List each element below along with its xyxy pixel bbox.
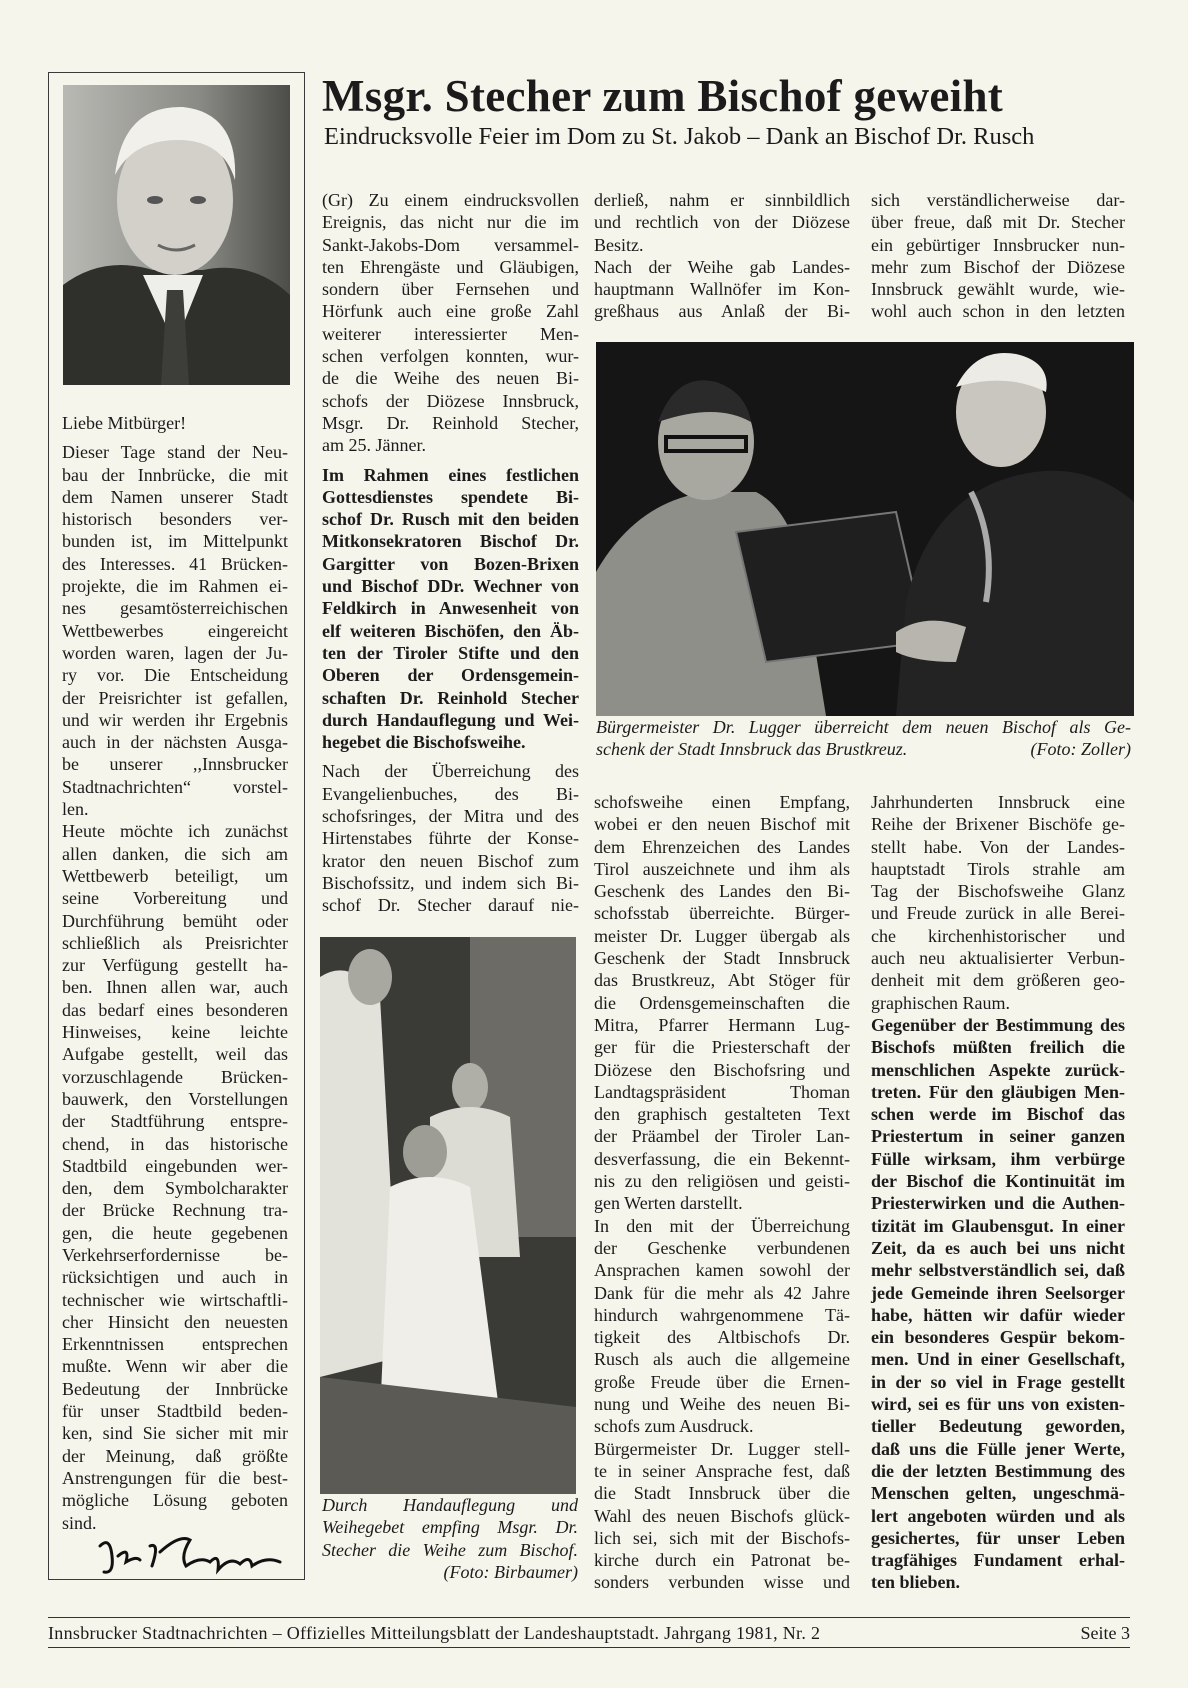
text-line: nes gesamtösterreichischen [62, 598, 288, 619]
text-line: zur Verfügung gestellt ha- [62, 955, 288, 976]
text-line: der Stadtführung entspre- [62, 1111, 288, 1132]
text-line: wohl auch schon in den letzten [871, 301, 1125, 322]
text-line: Mitra, Pfarrer Hermann Lug- [594, 1014, 850, 1035]
text-line: tieller Bedeutung geworden, [871, 1416, 1125, 1437]
text-line: lert angeboten würden und als [871, 1505, 1125, 1526]
text-line: schof Dr. Stecher darauf nie- [322, 895, 579, 916]
headline: Msgr. Stecher zum Bischof geweiht [322, 71, 1004, 121]
text-line: (Gr) Zu einem eindrucksvollen [322, 190, 579, 210]
text-line: des Interesses. 41 Brücken- [62, 553, 288, 574]
text-line: am 25. Jänner. [322, 435, 426, 456]
text-line: wobei er den neuen Bischof mit [594, 814, 850, 835]
text-line: hindurch wahrgenommene Tä- [594, 1304, 850, 1325]
paragraph [322, 189, 579, 457]
text-line: ken, sind Sie sicher mit mir [62, 1423, 288, 1444]
text-line: den graphisch gestalteten Text [594, 1104, 850, 1125]
text-line: ein gebürtiger Innsbrucker nun- [871, 234, 1125, 255]
text-line: daß uns die Fülle jener Werte, [871, 1438, 1125, 1459]
text-line: der Präambel der Tiroler Lan- [594, 1126, 850, 1147]
text-line: Evangelienbuches, des Bi- [322, 783, 579, 804]
text-line: Aufgabe gestellt, weil das [62, 1044, 288, 1065]
text-line: derließ, nahm er sinnbildlich [594, 190, 850, 210]
caption-ordination-photo [322, 1494, 578, 1583]
signature [90, 1526, 290, 1578]
text-line: Ansprachen kamen sowohl der [594, 1260, 850, 1281]
text-line: auch in der nächsten Ausga- [62, 732, 288, 753]
paragraph [62, 412, 288, 434]
text-line: große Freude über die Ernen- [594, 1371, 850, 1392]
paragraph [871, 1014, 1125, 1594]
paragraph [594, 189, 850, 256]
text-line: Reihe der Brixener Bischöfe ge- [871, 814, 1125, 835]
text-line: hegebet die Bischofsweihe. [322, 732, 526, 753]
text-line: nis zu den religiösen und geisti- [594, 1171, 850, 1192]
text-line: bau der Innbrücke, die mit [62, 464, 288, 485]
text-line: allen danken, die sich am [62, 843, 288, 864]
text-line: ger für die Priesterschaft der [594, 1037, 850, 1058]
photo-gift-presentation [596, 342, 1134, 716]
text-line: Geschenk der Stadt Innsbruck [594, 948, 850, 969]
text-line: vorzuschlagende Brücken- [62, 1066, 288, 1087]
caption-line: Durch Handauflegung und [322, 1495, 578, 1515]
text-line: Msgr. Dr. Reinhold Stecher, [322, 412, 579, 433]
text-line: graphischen Raum. [871, 992, 1010, 1013]
text-line: Stadtbild eingebunden wer- [62, 1155, 288, 1176]
text-line: Heute möchte ich zunächst [62, 821, 288, 842]
text-line: gesichertes, für unser Leben [871, 1527, 1125, 1548]
text-line: ten Ehrengäste und Gläubigen, [322, 256, 579, 277]
text-line: die Stadt Innsbruck über die [594, 1483, 850, 1504]
text-line: der Bischof die Kontinuität im [871, 1171, 1125, 1192]
text-line: denheit mit dem größeren geo- [871, 970, 1125, 991]
text-line: historisch besonders ver- [62, 509, 288, 530]
text-line: für unser Stadtbild beden- [62, 1401, 288, 1422]
paragraph [594, 1438, 850, 1594]
paragraph [322, 760, 579, 916]
text-line: schofs zum Ausdruck. [594, 1416, 754, 1437]
text-line: schließlich als Preisrichter [62, 932, 288, 953]
text-line: die der letzten Bestimmung des [871, 1460, 1125, 1481]
text-line: jede Gemeinde ihren Seelsorger [871, 1282, 1125, 1303]
text-line: bauwerk, den Vorstellungen [62, 1088, 288, 1109]
text-line: tragfähiges Fundament erhal- [871, 1550, 1125, 1571]
letter-column [62, 412, 288, 1534]
text-line: Tirol auszeichnete und ihm als [594, 858, 850, 879]
text-line: Ereignis, das nicht nur die im [322, 212, 579, 233]
paragraph [871, 791, 1125, 1014]
text-line: sondern über Fernsehen und [322, 279, 579, 300]
text-line: mögliche Lösung geboten [62, 1490, 288, 1511]
text-line: Im Rahmen eines festlichen [322, 464, 579, 485]
text-line: men. Und in einer Gesellschaft, [871, 1349, 1125, 1370]
text-line: lich sei, sich mit der Bischofs- [594, 1527, 850, 1548]
text-line: In den mit der Überreichung [594, 1215, 850, 1236]
text-line: tigkeit des Altbischofs Dr. [594, 1327, 850, 1348]
text-line: den, dem Symbolcharakter [62, 1178, 288, 1199]
text-line: gen Werten darstellt. [594, 1193, 743, 1214]
text-line: ben. Ihnen allen war, auch [62, 977, 288, 998]
text-line: elf weiteren Bischöfen, den Äb- [322, 620, 579, 641]
footer-publication-info: Innsbrucker Stadtnachrichten – Offizielles Mitteilungsblatt der Landeshauptstadt. Jahrgang 1981, Nr. 2 [48, 1623, 821, 1643]
portrait-photo [63, 85, 290, 385]
caption-line: Bürgermeister Dr. Lugger überreicht dem neuen Bischof als Ge- [596, 717, 1131, 737]
page-number: Seite 3 [1080, 1623, 1130, 1643]
paragraph [594, 791, 850, 1215]
text-line: Liebe Mitbürger! [62, 413, 187, 433]
text-line: rücksichtigen und auch in [62, 1267, 288, 1288]
text-line: greßhaus aus Anlaß der Bi- [594, 301, 850, 322]
text-line: Menschen gelten, ungeschmä- [871, 1483, 1125, 1504]
text-line: stellt habe. Von der Landes- [871, 836, 1125, 857]
caption-line: Weihegebet empfing Msgr. Dr. [322, 1517, 578, 1538]
text-line: schofs der Diözese Innsbruck, [322, 390, 579, 411]
text-line: Geschenk des Landes den Bi- [594, 881, 850, 902]
text-line: Gargitter von Bozen-Brixen [322, 553, 579, 574]
text-line: der Preisrichter ist gefallen, [62, 687, 288, 708]
article-column-3-top [871, 189, 1125, 323]
text-line: mehr zum Bischof der Diözese [871, 256, 1125, 277]
text-line: dem Namen unserer Stadt [62, 486, 288, 507]
text-line: ry vor. Die Entscheidung [62, 665, 288, 686]
text-line: hauptmann Wallnöfer im Kon- [594, 279, 850, 300]
footer-rule [48, 1617, 1130, 1618]
text-line: ten der Tiroler Stifte und den [322, 642, 579, 663]
paragraph [594, 1215, 850, 1438]
footer-rule [48, 1647, 1130, 1648]
photo-ordination [320, 937, 576, 1494]
text-line: und wir werden ihr Ergebnis [62, 709, 288, 730]
text-line: Diözese den Bischofsring und [594, 1059, 850, 1080]
text-line: Gegenüber der Bestimmung des [871, 1014, 1125, 1035]
text-line: Verkehrserfordernisse be- [62, 1244, 288, 1265]
text-line: schofsweihe einen Empfang, [594, 792, 850, 812]
photo-credit: (Foto: Birbaumer) [443, 1561, 578, 1582]
text-line: Tag der Bischofsweihe Glanz [871, 881, 1125, 902]
article-column-3-bottom [871, 791, 1125, 1594]
text-line: habe, hätten wir dafür wieder [871, 1304, 1125, 1325]
text-line: in der so viel in Frage gestellt [871, 1371, 1125, 1392]
text-line: sich verständlicherweise dar- [871, 190, 1125, 210]
text-line: te in seiner Ansprache fest, daß [594, 1460, 850, 1481]
text-line: und rechtlich von der Diözese [594, 212, 850, 233]
text-line: ten blieben. [871, 1572, 961, 1593]
text-line: schen verfolgen konnten, wur- [322, 346, 579, 367]
text-line: über freue, daß mit Dr. Stecher [871, 212, 1125, 233]
text-line: kirche durch ein Patronat be- [594, 1550, 850, 1571]
text-line: Rusch als auch die allgemeine [594, 1349, 850, 1370]
text-line: wird, sei es für uns von existen- [871, 1394, 1125, 1415]
text-line: desverfassung, die ein Bekennt- [594, 1148, 850, 1169]
text-line: Fülle wirksam, ihm verbürge [871, 1148, 1125, 1169]
text-line: worden waren, lagen der Ju- [62, 642, 288, 663]
text-line: seine Vorbereitung und [62, 888, 288, 909]
text-line: Priestertum in seiner ganzen [871, 1126, 1125, 1147]
text-line: der Meinung, daß größte [62, 1445, 288, 1466]
text-line: mehr selbstverständlich sei, daß [871, 1260, 1125, 1281]
text-line: Nach der Überreichung des [322, 761, 579, 782]
text-line: Mitkonsekratoren Bischof Dr. [322, 531, 579, 552]
text-line: die Ordensgemeinschaften die [594, 992, 850, 1013]
text-line: de die Weihe des neuen Bi- [322, 368, 579, 389]
text-line: tizität im Glaubensgut. In einer [871, 1215, 1125, 1236]
text-line: schofsstab überreichte. Bürger- [594, 903, 850, 924]
paragraph [62, 441, 288, 820]
text-line: mußte. Wenn wir aber die [62, 1356, 288, 1377]
text-line: Innsbruck gewählt wurde, wie- [871, 279, 1125, 300]
photo-credit: (Foto: Zoller) [1030, 739, 1131, 760]
text-line: der Geschenke verbundenen [594, 1237, 850, 1258]
text-line: Stadtnachrichten“ vorstel- [62, 776, 288, 797]
text-line: Gottesdienstes spendete Bi- [322, 486, 579, 507]
article-column-2-top [594, 189, 850, 323]
text-line: Besitz. [594, 234, 644, 255]
text-line: be unserer ,,Innsbrucker [62, 754, 288, 775]
text-line: Hinweises, keine leichte [62, 1022, 288, 1043]
text-line: Durchführung bemüht oder [62, 910, 288, 931]
caption-line: Stecher die Weihe zum Bischof. [322, 1539, 578, 1560]
text-line: Feldkirch in Anwesenheit von [322, 598, 579, 619]
text-line: projekte, die im Rahmen ei- [62, 576, 288, 597]
text-line: Hirtenstabes führte der Konse- [322, 828, 579, 849]
text-line: dem Ehrenzeichen des Landes [594, 836, 850, 857]
caption-gift-photo [596, 716, 1131, 761]
text-line: Dieser Tage stand der Neu- [62, 442, 288, 463]
text-line: das bedarf eines besonderen [62, 999, 288, 1020]
text-line: schen werde im Bischof das [871, 1104, 1125, 1125]
text-line: Wahl des neuen Bischofs glück- [594, 1505, 850, 1526]
text-line: Landtagspräsident Thoman [594, 1081, 850, 1102]
text-line: Anstrengungen für die best- [62, 1467, 288, 1488]
text-line: und Freude zurück in alle Berei- [871, 903, 1125, 924]
text-line: durch Handauflegung und Wei- [322, 709, 579, 730]
text-line: Bedeutung der Innbrücke [62, 1378, 288, 1399]
text-line: treten. Für den gläubigen Men- [871, 1081, 1125, 1102]
text-line: Oberen der Ordensgemein- [322, 665, 579, 686]
text-line: Jahrhunderten Innsbruck eine [871, 792, 1125, 812]
text-line: schaften Dr. Reinhold Stecher [322, 687, 579, 708]
text-line: Hörfunk auch eine große Zahl [322, 301, 579, 322]
text-line: Erkenntnissen entsprechen [62, 1334, 288, 1355]
text-line: sind. [62, 1512, 97, 1533]
text-line: Zeit, da es auch bei uns nicht [871, 1237, 1125, 1258]
text-line: Bischofs müßten freilich die [871, 1037, 1125, 1058]
text-line: Bischofssitz, und indem sich Bi- [322, 872, 579, 893]
text-line: Dank für die mehr als 42 Jahre [594, 1282, 850, 1303]
text-line: cher Hinsicht den neuesten [62, 1311, 288, 1332]
text-line: technischer wie wirtschaftli- [62, 1289, 288, 1310]
text-line: weiterer interessierter Men- [322, 323, 579, 344]
text-line: nung und Weihe des neuen Bi- [594, 1394, 850, 1415]
text-line: das Brustkreuz, Abt Stöger für [594, 970, 850, 991]
text-line: meister Dr. Lugger übergab als [594, 925, 850, 946]
paragraph [871, 189, 1125, 323]
text-line: Wettbewerbes eingereicht [62, 620, 288, 641]
caption-line: schenk der Stadt Innsbruck das Brustkreuz. [596, 739, 908, 760]
text-line: Bürgermeister Dr. Lugger stell- [594, 1438, 850, 1459]
text-line: bunden ist, im Mittelpunkt [62, 531, 288, 552]
text-line: chend, in das historische [62, 1133, 288, 1154]
text-line: gen, die heute gegebenen [62, 1222, 288, 1243]
text-line: che kirchenhistorischer und [871, 925, 1125, 946]
text-line: sonders verbunden wisse und [594, 1572, 850, 1593]
text-line: len. [62, 799, 89, 820]
text-line: menschlichen Aspekte zurück- [871, 1059, 1125, 1080]
paragraph [594, 256, 850, 323]
text-line: Sankt-Jakobs-Dom versammel- [322, 234, 579, 255]
text-line: Wettbewerb beteiligt, um [62, 865, 288, 886]
subheadline: Eindrucksvolle Feier im Dom zu St. Jakob – Dank an Bischof Dr. Rusch [324, 123, 1035, 150]
paragraph [322, 464, 579, 754]
article-column-2-bottom [594, 791, 850, 1594]
text-line: ein besonderes Gespür bekom- [871, 1327, 1125, 1348]
text-line: auch neu aktualisierter Verbun- [871, 948, 1125, 969]
text-line: der Brücke Rechnung tra- [62, 1200, 288, 1221]
article-column-1 [322, 189, 579, 917]
paragraph [62, 820, 288, 1534]
text-line: schof Dr. Rusch mit den beiden [322, 509, 579, 530]
text-line: und Bischof DDr. Wechner von [322, 576, 579, 597]
text-line: Nach der Weihe gab Landes- [594, 256, 850, 277]
text-line: krator den neuen Bischof zum [322, 850, 579, 871]
text-line: schofsringes, der Mitra und des [322, 806, 579, 827]
text-line: hauptstadt Tirols strahle am [871, 858, 1125, 879]
text-line: Priesterwirken und die Authen- [871, 1193, 1125, 1214]
